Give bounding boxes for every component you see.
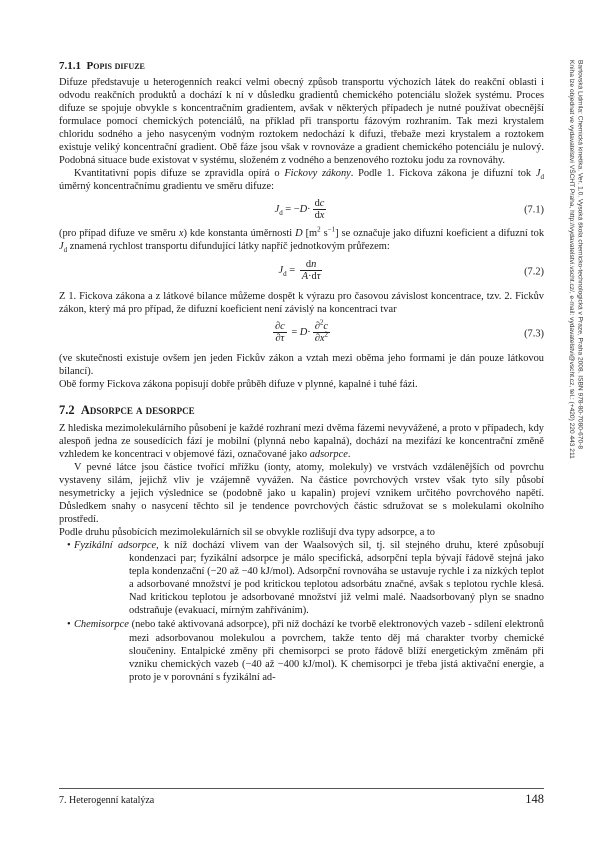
- list-item: • Chemisorpce (nebo také aktivovaná adsorpce), při níž dochází ke tvorbě elektronových vazeb - sdílení elektronů mezi adsorbovanou molekulou a povrchem, takže tento děj má charakter tvorby chemické sloučeniny. Entalpické změny při chemisorpci se proto řádově blíží energetickým změnám při vzniku chemických vazeb (−40 až −400 kJ/mol). K chemisorpci je třeba jistá aktivační energie, a proto je v porovnání s fyzikální ad-: [67, 619, 544, 683]
- emphasis: Fickovy zákony: [284, 168, 351, 180]
- section-number: 7.1.1: [59, 60, 81, 72]
- paragraph: Z hlediska mezimolekulárního působení je každé rozhraní mezi dvěma fázemi nevyvážené, a proto v případech, kdy alespoň jedna ze sousedících fází je mobilní (plynná nebo kapalná), dochází na mezifází ke koncentrační změně vzhledem ke koncentraci v objemové fázi, označované jako adsorpce.: [59, 422, 544, 460]
- section-title: Popis difuze: [86, 60, 145, 72]
- equation-7-1: $J_d = -D\cdot$ $\frac{dc}{dx}$ (7.1): [274, 198, 544, 222]
- bullet-icon: •: [67, 619, 71, 631]
- paragraph: Z 1. Fickova zákona a z látkové bilance můžeme dospět k výrazu pro časovou závislost koncentrace, tzv. 2. Fickův zákon, který má pro případ, že difuzní koeficient není závislý na koncentraci tvar: [59, 290, 544, 315]
- emphasis: Chemisorpce: [74, 619, 129, 631]
- bullet-list: [67, 539, 544, 684]
- side-note: [567, 60, 583, 800]
- paragraph: V pevné látce jsou částice tvořící mřížku (ionty, atomy, molekuly) ve vrstvách vzdálenějších od povrchu vystaveny silám, jejichž vliv je vzájemně vyvážen. Na částice povrchových vrstev však tyto síly působí nesymetricky a jejich výslednice se (podobně jako u kapalin) projeví vznikem určitého povrchového napětí. Důsledkem snahy o nasycení těchto sil je tendence povrchových částic sdružovat se s molekulami okolního prostředí.: [59, 461, 544, 526]
- page-footer: [59, 788, 544, 806]
- emphasis: adsorpce: [309, 448, 348, 460]
- side-note-line: Bartovská Lidmila: Chemická kinetika. Ver. 1.0. Vysoká škola chemicko-technologická v Praze, Praha 2008. ISBN 978-80-7080-670-8: [576, 60, 584, 449]
- paragraph: (pro případ difuze ve směru x) kde konstanta úměrnosti D [$m^2$ $s^{-1}$] se označuje jako difuzní koeficient a difuzní tok $J_d$ znamená rychlost transportu difundující látky napříč jednotkovým průřezem:: [59, 225, 545, 255]
- page-content: [59, 60, 544, 684]
- section-number: 7.2: [59, 402, 75, 417]
- side-note-line: Kniha lze objednat ve vydavatelství VŠCHT Praha, http://vydavatelstvi.vscht.cz/, e-mail: vydavatelstvi@vscht.cz, tel.: (+420) 220 443 211: [568, 60, 575, 459]
- bullet-icon: •: [67, 540, 71, 552]
- section-heading-7-1-1: [59, 60, 544, 72]
- paragraph: Kvantitativní popis difuze se zpravidla opírá o Fickovy zákony. Podle 1. Fickova zákona je difuzní tok $J_d$ úměrný koncentračnímu gradientu ve směru difuze:: [59, 168, 544, 193]
- list-item: • Fyzikální adsorpce, k níž dochází vlivem van der Waalsových sil, tj. sil stejného druhu, které způsobují kondenzaci par; fyzikální adsorpce je málo specifická, adsorpční tepla bývají řádově stejná jako tepla kondenzační (−20 až −40 kJ/mol). Adsorpční rovnováha se ustavuje rychle i za nízkých teplot a adsorbované množství je pod kritickou teplotou adsorbátu značné, avšak s teplotou rychle klesá. Nad kritickou teplotou je adsorbované množství již velmi malé. Naadsorbovaný plyn se snadno odstraňuje (evakuací, mírným zahříváním).: [67, 540, 544, 617]
- page-number: 148: [525, 792, 544, 806]
- equation-number: (7.1): [524, 204, 544, 216]
- equation-7-3: $\frac{\partial c}{\partial\tau}$ = D· $\frac{\partial^2c}{\partial x^2}$ (7.3): [274, 318, 544, 344]
- paragraph: Difuze představuje u heterogenních reakcí velmi obecný způsob transportu výchozích látek do reakční oblasti i odvodu reakčních produktů a dochází k ní v důsledku gradientů chemického potenciálu složek systému. Proces difuze se spojuje obvykle s koncentračním gradientem, avšak v některých případech je nutné používat obecnější formulace pomocí chemických potenciálů, na příklad při transportu fázovým rozhraním. Tak mezi krystalem chloridu sodného a jeho nasyceným vodným roztokem nedochází k difuzi, třebaže mezi krystalem a roztokem existuje veliký koncentrační gradient. Obě fáze jsou však v rovnováze a gradient chemického potenciálu je nulový. Podobná situace bude existovat v systému, složeném z vodného a benzenového roztoku jodu za rovnováhy.: [59, 77, 544, 167]
- emphasis: Fyzikální adsorpce: [74, 540, 157, 552]
- equation-number: (7.2): [524, 266, 544, 278]
- paragraph: Podle druhu působících mezimolekulárních sil se obvykle rozlišují dva typy adsorpce, a to: [59, 527, 436, 539]
- equation-7-2: $J_d$ = $\frac{dn}{A\cdot d\tau}$ (7.2): [278, 258, 544, 282]
- section-title: Adsorpce a desorpce: [80, 402, 195, 417]
- footer-chapter: 7. Heterogenní katalýza: [59, 795, 155, 806]
- paragraph: Obě formy Fickova zákona popisují dobře průběh difuze v plynné, kapalné i tuhé fázi.: [59, 378, 418, 390]
- section-heading-7-2: [59, 403, 544, 418]
- equation-number: (7.3): [524, 328, 544, 340]
- paragraph: (ve skutečnosti existuje ovšem jen jeden Fickův zákon a vztah mezi oběma jeho formami je dán pouze látkovou bilancí).: [59, 352, 544, 377]
